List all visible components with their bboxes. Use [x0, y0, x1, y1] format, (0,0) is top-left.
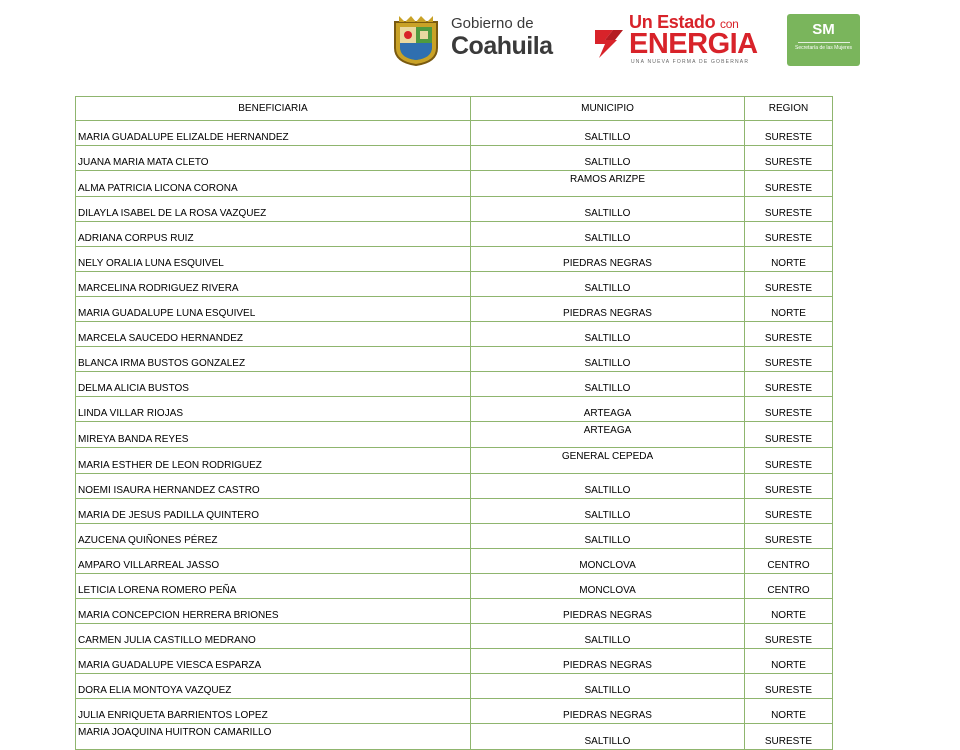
header-municipio: MUNICIPIO [471, 97, 745, 121]
table-row [76, 397, 833, 422]
table-row [76, 549, 833, 574]
table-row [76, 272, 833, 297]
beneficiaria-cell: CARMEN JULIA CASTILLO MEDRANO [76, 624, 471, 649]
beneficiaria-cell: MIREYA BANDA REYES [76, 422, 471, 448]
region-cell: SURESTE [745, 347, 833, 372]
beneficiaria-cell: DORA ELIA MONTOYA VAZQUEZ [76, 674, 471, 699]
coahuila-seal-icon [391, 14, 441, 66]
table-row [76, 448, 833, 474]
table-row [76, 474, 833, 499]
table-row [76, 724, 833, 750]
municipio-cell: ARTEAGA [471, 397, 745, 422]
beneficiaria-cell: MARCELA SAUCEDO HERNANDEZ [76, 322, 471, 347]
beneficiaria-cell: AZUCENA QUIÑONES PÉREZ [76, 524, 471, 549]
beneficiaria-cell: LETICIA LORENA ROMERO PEÑA [76, 574, 471, 599]
municipio-cell: SALTILLO [471, 146, 745, 171]
estado-energia-logo [593, 12, 763, 68]
region-cell: SURESTE [745, 624, 833, 649]
region-cell: CENTRO [745, 574, 833, 599]
municipio-cell: RAMOS ARIZPE [471, 171, 745, 197]
table-row [76, 222, 833, 247]
table-row [76, 599, 833, 624]
municipio-cell: PIEDRAS NEGRAS [471, 599, 745, 624]
gobierno-coahuila-logo [388, 12, 570, 68]
region-cell: SURESTE [745, 474, 833, 499]
beneficiaria-cell: MARIA JOAQUINA HUITRON CAMARILLO [76, 724, 471, 750]
region-cell: SURESTE [745, 448, 833, 474]
region-cell: NORTE [745, 297, 833, 322]
table-row [76, 347, 833, 372]
beneficiaria-cell: MARIA DE JESUS PADILLA QUINTERO [76, 499, 471, 524]
region-cell: SURESTE [745, 724, 833, 750]
header-logos [388, 12, 863, 68]
coahuila-text: Coahuila [451, 32, 553, 60]
region-cell: SURESTE [745, 674, 833, 699]
energia-arrow-icon [593, 26, 625, 60]
beneficiaria-cell: ALMA PATRICIA LICONA CORONA [76, 171, 471, 197]
sm-text: SM [812, 21, 835, 38]
municipio-cell: GENERAL CEPEDA [471, 448, 745, 474]
table-row [76, 524, 833, 549]
gobierno-de-text: Gobierno de [451, 15, 534, 32]
header-region: REGION [745, 97, 833, 121]
municipio-cell: SALTILLO [471, 499, 745, 524]
municipio-cell: MONCLOVA [471, 574, 745, 599]
sm-subtitle: Secretaría de las Mujeres [795, 45, 852, 51]
table-row [76, 372, 833, 397]
region-cell: SURESTE [745, 121, 833, 146]
table-row [76, 146, 833, 171]
municipio-cell: SALTILLO [471, 347, 745, 372]
municipio-cell: SALTILLO [471, 197, 745, 222]
header-beneficiaria: BENEFICIARIA [76, 97, 471, 121]
municipio-cell: SALTILLO [471, 121, 745, 146]
beneficiaria-cell: DILAYLA ISABEL DE LA ROSA VAZQUEZ [76, 197, 471, 222]
beneficiaria-cell: LINDA VILLAR RIOJAS [76, 397, 471, 422]
municipio-cell: SALTILLO [471, 272, 745, 297]
municipio-cell: SALTILLO [471, 524, 745, 549]
table-row [76, 422, 833, 448]
table-row [76, 649, 833, 674]
municipio-cell: SALTILLO [471, 322, 745, 347]
region-cell: NORTE [745, 247, 833, 272]
con-text: con [720, 17, 739, 31]
beneficiaria-cell: ADRIANA CORPUS RUIZ [76, 222, 471, 247]
table-header-row [76, 97, 833, 121]
municipio-cell: PIEDRAS NEGRAS [471, 649, 745, 674]
table-row [76, 197, 833, 222]
beneficiaria-cell: MARCELINA RODRIGUEZ RIVERA [76, 272, 471, 297]
beneficiaria-cell: MARIA ESTHER DE LEON RODRIGUEZ [76, 448, 471, 474]
region-cell: SURESTE [745, 171, 833, 197]
region-cell: SURESTE [745, 197, 833, 222]
beneficiaria-cell: JUANA MARIA MATA CLETO [76, 146, 471, 171]
region-cell: SURESTE [745, 397, 833, 422]
beneficiaria-cell: DELMA ALICIA BUSTOS [76, 372, 471, 397]
beneficiaria-cell: NELY ORALIA LUNA ESQUIVEL [76, 247, 471, 272]
table-row [76, 574, 833, 599]
table-row [76, 171, 833, 197]
un-estado-text: Un Estado [629, 12, 716, 32]
municipio-cell: SALTILLO [471, 222, 745, 247]
table-row [76, 674, 833, 699]
table-row [76, 247, 833, 272]
beneficiaria-cell: MARIA CONCEPCION HERRERA BRIONES [76, 599, 471, 624]
secretaria-mujeres-logo [787, 14, 860, 66]
beneficiaria-cell: AMPARO VILLARREAL JASSO [76, 549, 471, 574]
municipio-cell: SALTILLO [471, 474, 745, 499]
region-cell: NORTE [745, 649, 833, 674]
region-cell: SURESTE [745, 322, 833, 347]
municipio-cell: SALTILLO [471, 724, 745, 750]
region-cell: SURESTE [745, 524, 833, 549]
beneficiaria-cell: BLANCA IRMA BUSTOS GONZALEZ [76, 347, 471, 372]
table-row [76, 499, 833, 524]
table-row [76, 121, 833, 146]
municipio-cell: SALTILLO [471, 674, 745, 699]
energia-tagline: UNA NUEVA FORMA DE GOBERNAR [631, 59, 750, 65]
municipio-cell: MONCLOVA [471, 549, 745, 574]
table-row [76, 624, 833, 649]
beneficiaria-cell: MARIA GUADALUPE LUNA ESQUIVEL [76, 297, 471, 322]
region-cell: NORTE [745, 599, 833, 624]
energia-text: ENERGIA [629, 28, 758, 60]
municipio-cell: ARTEAGA [471, 422, 745, 448]
region-cell: CENTRO [745, 549, 833, 574]
beneficiaria-cell: NOEMI ISAURA HERNANDEZ CASTRO [76, 474, 471, 499]
region-cell: SURESTE [745, 222, 833, 247]
municipio-cell: PIEDRAS NEGRAS [471, 699, 745, 724]
region-cell: SURESTE [745, 146, 833, 171]
region-cell: SURESTE [745, 499, 833, 524]
region-cell: SURESTE [745, 422, 833, 448]
municipio-cell: PIEDRAS NEGRAS [471, 297, 745, 322]
region-cell: SURESTE [745, 272, 833, 297]
sm-divider [798, 42, 850, 43]
beneficiaria-cell: MARIA GUADALUPE ELIZALDE HERNANDEZ [76, 121, 471, 146]
region-cell: SURESTE [745, 372, 833, 397]
table-row [76, 297, 833, 322]
municipio-cell: SALTILLO [471, 624, 745, 649]
beneficiaria-cell: JULIA ENRIQUETA BARRIENTOS LOPEZ [76, 699, 471, 724]
table-row [76, 322, 833, 347]
region-cell: NORTE [745, 699, 833, 724]
beneficiarias-table [75, 96, 833, 750]
beneficiaria-cell: MARIA GUADALUPE VIESCA ESPARZA [76, 649, 471, 674]
municipio-cell: PIEDRAS NEGRAS [471, 247, 745, 272]
municipio-cell: SALTILLO [471, 372, 745, 397]
